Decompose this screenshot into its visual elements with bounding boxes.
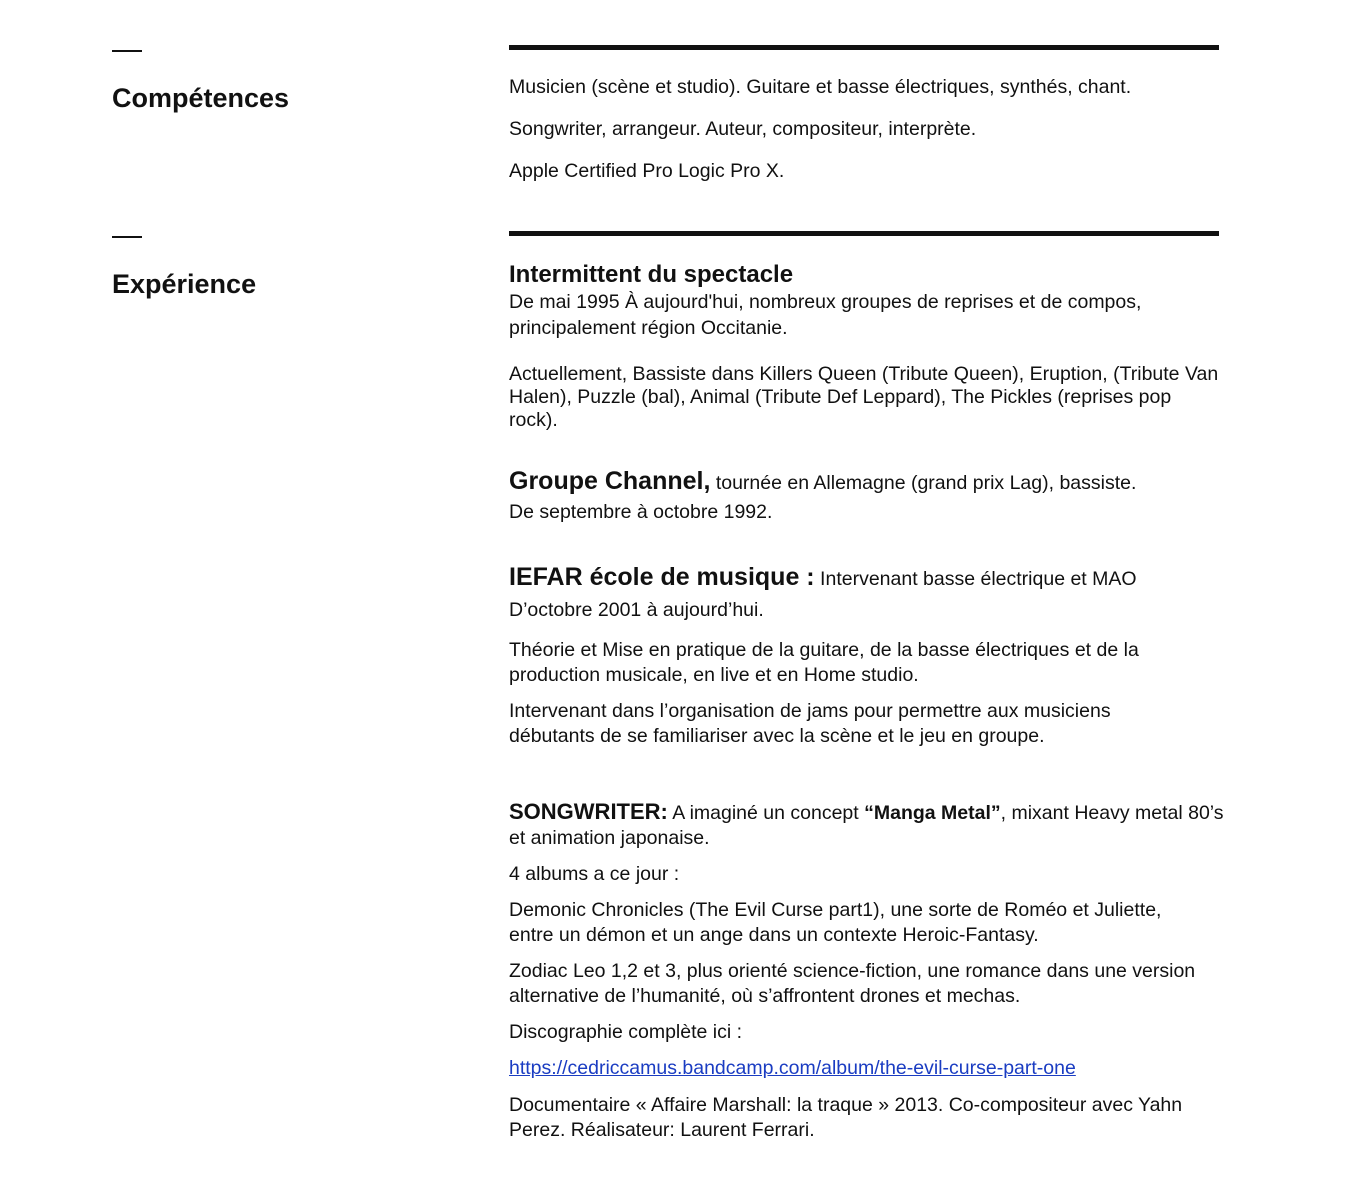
- job-iefar: [509, 562, 1239, 749]
- job-period: De mai 1995 À aujourd'hui, nombreux groupes de reprises et de compos, principalement région Occitanie.: [509, 291, 1142, 339]
- section-dash-competences: [112, 50, 142, 52]
- competence-item: Apple Certified Pro Logic Pro X.: [509, 160, 785, 182]
- job-heading: Intermittent du spectacle: [509, 261, 794, 288]
- job-period: De septembre à octobre 1992.: [509, 501, 773, 523]
- competences-list: [509, 75, 1239, 184]
- job-description: Intervenant dans l’organisation de jams pour permettre aux musiciens débutants de se familiariser avec la scène et le jeu en groupe.: [509, 700, 1111, 747]
- discography-link[interactable]: https://cedriccamus.bandcamp.com/album/the-evil-curse-part-one: [509, 1057, 1076, 1079]
- songwriter-intro-end: , mixant Heavy metal 80’s et animation japonaise.: [509, 802, 1224, 849]
- concept-name: “Manga Metal”: [864, 802, 1001, 824]
- album-description: Zodiac Leo 1,2 et 3, plus orienté science-fiction, une romance dans une version alternative de l’humanité, où s’affrontent drones et mechas.: [509, 960, 1196, 1007]
- job-songwriter: [509, 799, 1239, 1143]
- job-channel: [509, 466, 1239, 525]
- songwriter-intro: A imaginé un concept: [667, 802, 865, 824]
- section-title-experience: Expérience: [112, 269, 257, 299]
- experience-content: [509, 261, 1239, 1143]
- competence-item: Songwriter, arrangeur. Auteur, compositeur, interprète.: [509, 118, 977, 140]
- job-heading: Groupe Channel,: [509, 467, 711, 495]
- competence-item: Musicien (scène et studio). Guitare et basse électriques, synthés, chant.: [509, 76, 1132, 98]
- section-title-competences: Compétences: [112, 83, 290, 113]
- discography-label: Discographie complète ici :: [509, 1021, 743, 1043]
- album-description: Demonic Chronicles (The Evil Curse part1), une sorte de Roméo et Juliette, entre un démon et un ange dans un contexte Heroic-Fantasy.: [509, 899, 1162, 946]
- albums-count: 4 albums a ce jour :: [509, 863, 680, 885]
- job-period: D’octobre 2001 à aujourd’hui.: [509, 599, 764, 621]
- job-description: Théorie et Mise en pratique de la guitare, de la basse électriques et de la production musicale, en live et en Home studio.: [509, 639, 1139, 686]
- job-heading: SONGWRITER:: [509, 799, 668, 824]
- documentary-credit: Documentaire « Affaire Marshall: la traque » 2013. Co-compositeur avec Yahn Perez. Réalisateur: Laurent Ferrari.: [509, 1094, 1183, 1141]
- job-role: Intervenant basse électrique et MAO: [814, 568, 1137, 590]
- section-rule-experience: [509, 231, 1219, 236]
- section-dash-experience: [112, 236, 142, 238]
- section-rule-competences: [509, 45, 1219, 50]
- job-intermittent: [509, 261, 1239, 432]
- job-description: Actuellement, Bassiste dans Killers Queen (Tribute Queen), Eruption, (Tribute Van Halen), Puzzle (bal), Animal (Tribute Def Leppard), The Pickles (reprises pop rock).: [509, 363, 1219, 431]
- job-heading: IEFAR école de musique :: [509, 563, 815, 591]
- job-role: tournée en Allemagne (grand prix Lag), bassiste.: [710, 472, 1137, 494]
